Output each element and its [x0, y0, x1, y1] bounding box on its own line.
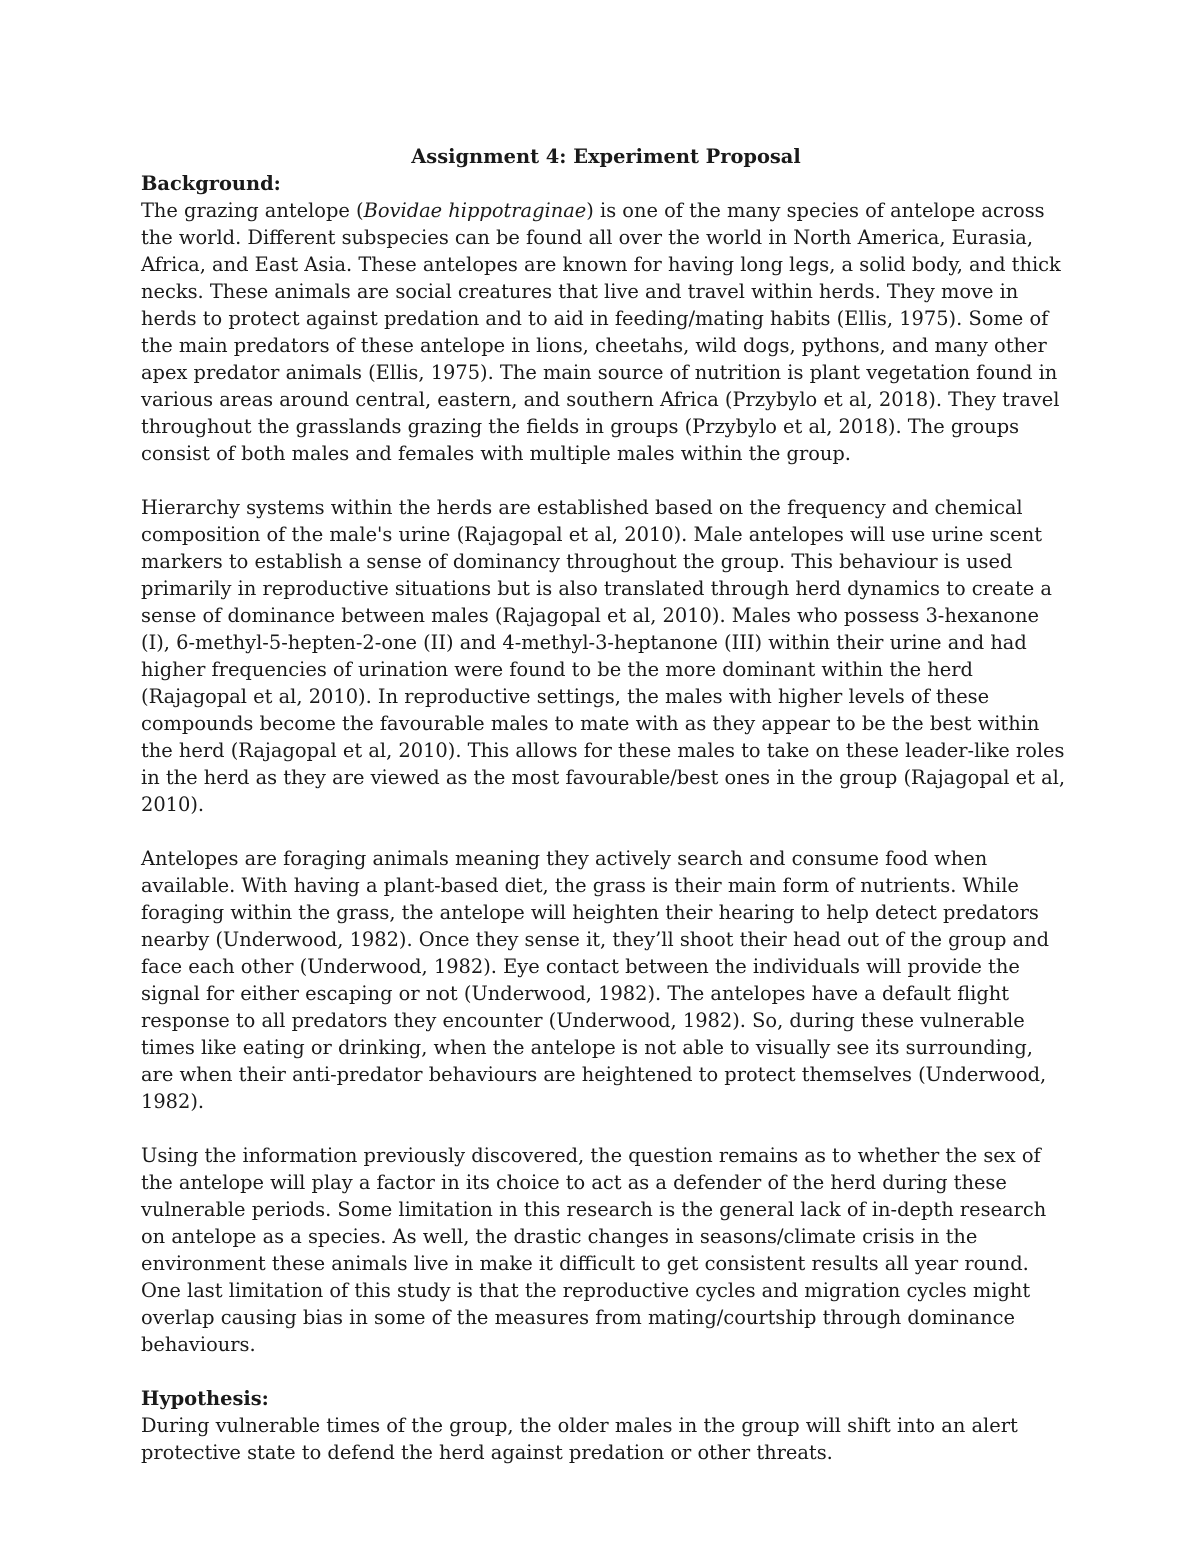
- background-paragraph-4: Using the information previously discovered, the question remains as to whether the sex of the antelope will play a factor in its choice to act as a defender of the herd during these vulnerable periods. Some limitation in this research is the general lack of in-depth research on antelope as a species. As well, the drastic changes in seasons/climate crisis in the environment these animals live in make it difficult to get consistent results all year round. One last limitation of this study is that the reproductive cycles and migration cycles might overlap causing bias in some of the measures from mating/courtship through dominance behaviours.: [141, 1144, 1047, 1356]
- background-paragraph-2: Hierarchy systems within the herds are established based on the frequency and chemical composition of the male's urine (Rajagopal et al, 2010). Male antelopes will use urine scent markers to establish a sense of dominancy throughout the group. This behaviour is used primarily in reproductive situations but is also translated through herd dynamics to create a sense of dominance between males (Rajagopal et al, 2010). Males who possess 3-hexanone (I), 6-methyl-5-hepten-2-one (II) and 4-methyl-3-heptanone (III) within their urine and had higher frequencies of urination were found to be the more dominant within the herd (Rajagopal et al, 2010). In reproductive settings, the males with higher levels of these compounds become the favourable males to mate with as they appear to be the best within the herd (Rajagopal et al, 2010). This allows for these males to take on these leader-like roles in the herd as they are viewed as the most favourable/best ones in the group (Rajagopal et al, 2010).: [141, 496, 1066, 816]
- background-heading: Background:: [141, 172, 281, 195]
- background-paragraph-3: Antelopes are foraging animals meaning they actively search and consume food when available. With having a plant-based diet, the grass is their main form of nutrients. While foraging within the grass, the antelope will heighten their hearing to help detect predators nearby (Underwood, 1982). Once they sense it, they’ll shoot their head out of the group and face each other (Underwood, 1982). Eye contact between the individuals will provide the signal for either escaping or not (Underwood, 1982). The antelopes have a default flight response to all predators they encounter (Underwood, 1982). So, during these vulnerable times like eating or drinking, when the antelope is not able to visually see its surrounding, are when their anti-predator behaviours are heightened to protect themselves (Underwood, 1982).: [141, 847, 1049, 1113]
- document-title: Assignment 4: Experiment Proposal: [411, 145, 801, 168]
- paragraph-text: ) is one of the many species of antelope across the world. Different subspecies can be found all over the world in North America, Eurasia, Africa, and East Asia. These antelopes are known for having long legs, a solid body, and thick necks. These animals are social creatures that live and travel within herds. They move in herds to protect against predation and to aid in feeding/mating habits (Ellis, 1975). Some of the main predators of these antelope in lions, cheetahs, wild dogs, pythons, and many other apex predator animals (Ellis, 1975). The main source of nutrition is plant vegetation found in various areas around central, eastern, and southern Africa (Przybylo et al, 2018). They travel throughout the grasslands grazing the fields in groups (Przybylo et al, 2018). The groups consist of both males and females with multiple males within the group.: [141, 199, 1061, 465]
- hypothesis-paragraph: During vulnerable times of the group, the older males in the group will shift into an alert protective state to defend the herd against predation or other threats.: [141, 1414, 1018, 1464]
- hypothesis-heading: Hypothesis:: [141, 1387, 269, 1410]
- species-name: Bovidae hippotraginae: [363, 199, 587, 222]
- document-page: [141, 143, 1071, 1466]
- paragraph-text: The grazing antelope (: [141, 199, 364, 222]
- background-paragraph-1: [141, 197, 1071, 467]
